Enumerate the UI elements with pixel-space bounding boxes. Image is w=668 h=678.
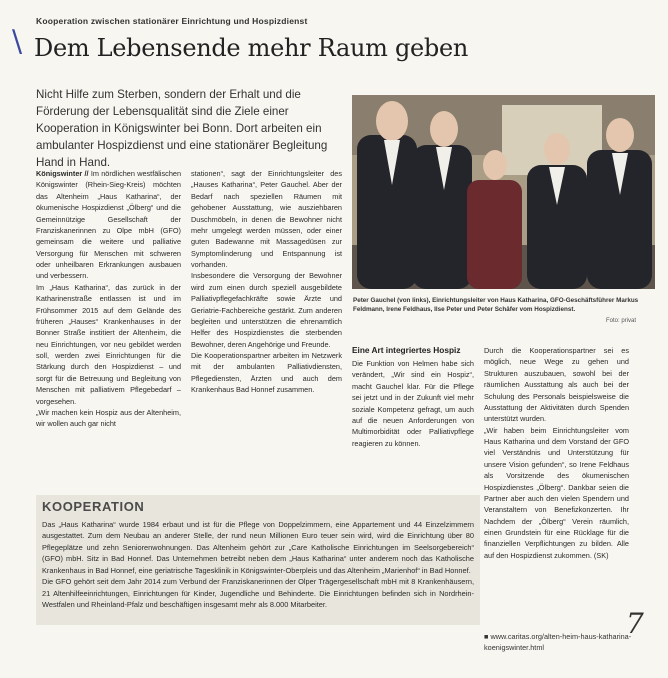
group-photo	[352, 95, 655, 289]
info-box	[36, 495, 480, 625]
col4-paragraph-2: „Wir haben beim Einrichtungsleiter vom Haus Katharina und dem Vorstand der GFO viel Verständnis und Unterstützung für unsere Vision gefunden“, so Irene Feldhaus als Vorsitzende des ökumenischen Hospizdienstes „Ölberg“. Dankbar seien die Partner aber auch den vielen Spendern und Veranstaltern von Benefizkonzerten. Ihr Nachdem der „Ölberg“ Verein räumlich, einen Grundstein für eine Rücklage für die finanziellen Verpflichtungen zu bilden. Alle auf den Hospizdienst zukommen. (SK)	[484, 425, 629, 560]
article-kicker: Kooperation zwischen stationärer Einrichtung und Hospizdienst	[36, 16, 308, 26]
info-box-paragraph-1: Das „Haus Katharina“ wurde 1984 erbaut und ist für die Pflege von Doppelzimmern, eine Appartement und 44 Einzelzimmern ausgestattet. Zum dem Neubau an anderer Stelle, der rund neun Millionen Euro teuer sein wird, wird die Einrichtung über 80 Pflegeplätze und zehn Seniorenwohnungen. Das Altenheim gehört zur „Care Katholische Einrichtungen im Seelsorgebereich“ (GFO) mbH. Sitz in Bad Honnef. Das Unternehmen betreibt neben dem „Haus Katharina“ unter anderem noch das Katholische Krankenhaus in Bad Honnef, eine geriatrische Tagesklinik in Königswinter-Oberpleis und das Altenheim „Marienhof“ in Bad Honnef.	[42, 520, 474, 575]
col1-paragraph-1: Im nördlichen westfälischen Königswinter (Rhein-Sieg-Kreis) möchten das Altenheim „Haus Katharina“, der ökumenische Hospizdienst „Ölberg“ und die Gemeinnützige Gesellschaft der Franziskanerinnen zu Olpe mbH (GFO) gemeinsam die weitere und palliative Versorgung für Menschen mit schweren oder unheilbaren Erkrankungen ausbauen und verbessern.	[36, 169, 181, 281]
web-link[interactable]: ■ www.caritas.org/alten-heim-haus-katharina-koenigswinter.html	[484, 632, 632, 652]
article-lead: Nicht Hilfe zum Sterben, sondern der Erhalt und die Förderung der Lebensqualität sind die Ziele einer Kooperation in Königswinter bei Bonn. Dort arbeiten ein ambulanter Hospizdienst und eine stationärer Begleitung Hand in Hand.	[36, 88, 328, 170]
subheading: Eine Art integriertes Hospiz	[352, 345, 461, 355]
photo-credit: Foto: privat	[606, 318, 637, 324]
col2-paragraph-2: Insbesondere die Versorgung der Bewohner wird zum einen durch speziell ausgebildete Palliativpflegefachkräfte sowie Ärzte und Geriatrie-Fachbereiche gestärkt. Zum anderen begleiten und unterstützen die ehrenamtlich Helfer des Hospizdienstes die sterbenden Bewohner, deren Angehörige und Freunde.	[191, 271, 342, 349]
col1-paragraph-2: Im „Haus Katharina“, das zurück in der Katharinenstraße entlassen ist und im Frühsommer 2015 auf dem Gelände des früheren „Hauses“ Krankenhauses in der Bonner Straße institiert der Altenheim, die neu Einrichtungen, vor neu gebildet werden soll, werden zwei Einrichtungen für die Stärkung durch den Hospizdienst – und sorgt für die Betreuung und Begleitung von Menschen mit palliativem Pflegebedarf – vorgesehen.	[36, 282, 181, 406]
photo-caption: Peter Gauchel (von links), Einrichtungsleiter von Haus Katharina, GFO-Geschäftsführer Markus Feldmann, Irene Feldhaus, Ilse Peter und Peter Schäfer vom Hospizdienst.	[353, 297, 639, 314]
text-column-1	[36, 168, 181, 470]
margin-mark: \	[12, 24, 23, 59]
col1-paragraph-3: „Wir machen kein Hospiz aus der Altenheim, wir wollen auch gar nicht	[36, 407, 181, 429]
text-column-2	[191, 168, 342, 470]
info-box-heading: KOOPERATION	[42, 499, 145, 514]
col3-paragraph-1: Die Funktion von Helmen habe sich verändert, „Wir sind ein Hospiz“, macht Gauchel klar. Für die Pflege sei jetzt und in der Zukunft viel mehr soziale Kompetenz gefragt, um auch auf die neuen Anforderungen von Multimorbidität oder Palliativpflege reagieren zu können.	[352, 359, 474, 448]
col4-paragraph-1: Durch die Kooperationspartner sei es möglich, neue Wege zu gehen und Strukturen auszubauen, sowohl bei der räumlichen Ausstattung als auch bei der Schulung des Personals beispielsweise die Ausstattung der Aktivitäten durch Spenden unterstützt wurden.	[484, 346, 629, 424]
col2-paragraph-3: Die Kooperationspartner arbeiten im Netzwerk mit der ambulanten Palliativdiensten, Pflegediensten, Ärzten und auch dem Krankenhaus Bad Honnef zusammen.	[191, 351, 342, 395]
article-title: Dem Lebensende mehr Raum geben	[34, 34, 469, 62]
info-box-paragraph-2: Die GFO gehört seit dem Jahr 2014 zum Verbund der Franziskanerinnen der Olper Trägergesellschaft mbH mit 8 Krankenhäusern, 21 Altenhilfeeinrichtungen, Einrichtungen für Kinder, Jugendliche und Behinderte. Die Einrichtungen befinden sich in Nordrhein-Westfalen und Rheinland-Pfalz und beschäftigen insgesamt mehr als 8.000 Mitarbeiter.	[42, 577, 474, 610]
info-box-text	[42, 519, 474, 611]
text-column-3	[352, 345, 474, 465]
col2-paragraph-1: stationen“, sagt der Einrichtungsleiter des „Hauses Katharina“, Peter Gauchel. Aber der Bedarf nach speziellen Räumen mit gehobener Ausstattung, wie ausziehbaren Duschmöbeln, in denen die Bewohner nicht mehr umgelegt werden müssen, oder einer guten Badewanne mit Massagedüsen zur Symptomlinderung und Entspannung ist vorhanden.	[191, 169, 342, 269]
dateline: Königswinter //	[36, 169, 89, 178]
text-column-4	[484, 345, 629, 627]
page-number: 7	[626, 607, 644, 640]
web-link-url[interactable]: www.caritas.org/alten-heim-haus-katharina-koenigswinter.html	[484, 632, 632, 652]
